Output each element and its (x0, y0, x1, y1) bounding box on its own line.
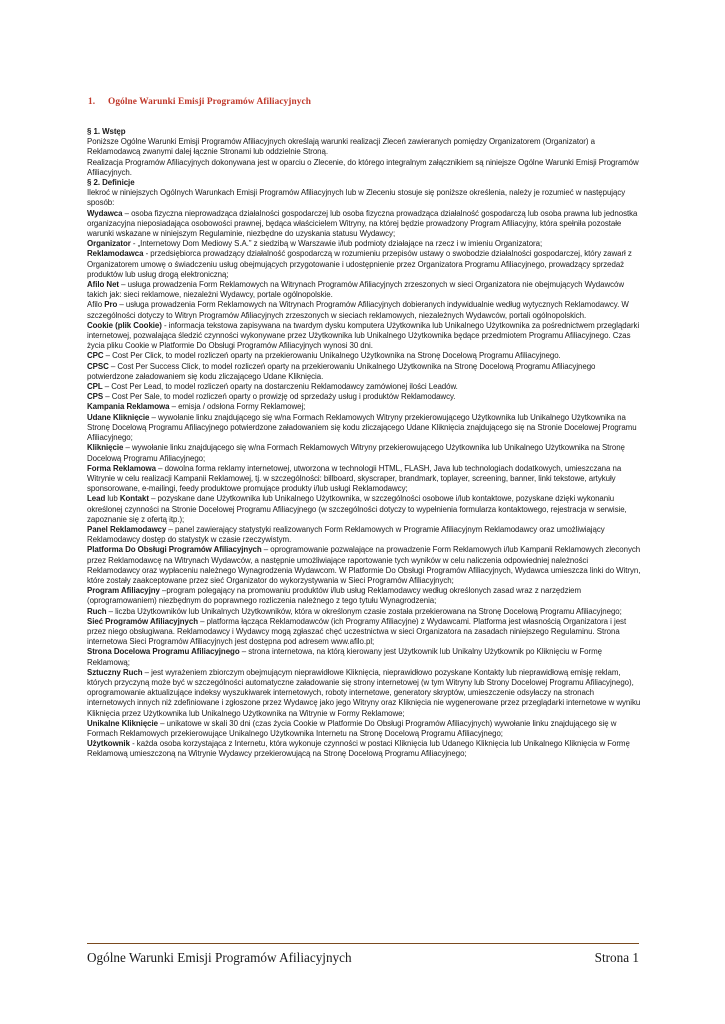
definition-item: Lead lub Kontakt – pozyskane dane Użytkownika lub Unikalnego Użytkownika, w szczególności osobowe i/lub kontaktowe, pozyskane dzięki wykonaniu określonej czynności na Stronie Docelowej Programu Afiliacyjnego (w szczególności dotyczy to wypełnienia formularza kontaktowego, rejestracja w serwisie, zapoznanie się z ofertą itp.); (87, 494, 627, 524)
paragraph: Poniższe Ogólne Warunki Emisji Programów Afiliacyjnych określają warunki realizacji Zleceń zawieranych pomiędzy Organizatorem (Organizator) a Reklamodawcą zwanymi dalej łącznie Stronami lub oddzielnie Stroną. (87, 137, 595, 157)
definition-item: Afilo Pro – usługa prowadzenia Form Reklamowych na Witrynach Programów Afiliacyjnych dobieranych indywidualnie według wytycznych Reklamodawcy. W szczególności dotyczy to Witryn Programów Afiliacyjnych zrzeszonych w sieciach reklamowych, niezależnych Wydawców, portali ogólnopolskich. (87, 300, 629, 320)
definition-item: Cookie (plik Cookie) - informacja tekstowa zapisywana na twardym dysku komputera Użytkownika lub Unikalnego Użytkownika za pośrednictwem przeglądarki internetowej, pozwalająca śledzić czynności wykonywane przez Użytkownika lub Unikalnego Użytkownika będące przedmiotem Programu Afiliacyjnego. Czas życia pliku Cookie w Platformie Do Obsługi Programów Afiliacyjnych wynosi 30 dni. (87, 320, 640, 351)
definition-item: Forma Reklamowa – dowolna forma reklamy internetowej, utworzona w technologii HTML, FLASH, Java lub technologiach dodatkowych, umieszczana na Witrynie w celu realizacji Kampanii Reklamowej, tj. w szczególności: billboard, skyscraper, brandmark, toplayer, screening, banner, linki tekstowe, artykuły sponsorowane, e-mailingi, feedy produktowe promujące produkty i/lub usługi Reklamodawcy; (87, 463, 622, 494)
heading-title: Ogólne Warunki Emisji Programów Afiliacyjnych (108, 97, 312, 107)
definition-item: CPL – Cost Per Lead, to model rozliczeń oparty na dostarczeniu Reklamodawcy zamówionej ilości Leadów. (87, 382, 458, 392)
definition-item: Platforma Do Obsługi Programów Afiliacyjnych – oprogramowanie pozwalające na prowadzenie Form Reklamowych i/lub Kampanii Reklamowych zleconych przez Reklamodawcę na Witrynach Wydawców, a następnie umożliwiające raportowanie tych wyników w celu naliczenia odpowiedniej należności Reklamodawcy oraz wypłaceniu należnego Wynagrodzenia Wydawcom. W Platformie Do Obsługi Programów Afiliacyjnych, Wydawca umieszcza linki do Witryn, które zostały zaakceptowane przez sieć Organizator do wykorzystywania w Sieci Programów Afiliacyjnych; (87, 545, 641, 585)
section-heading (88, 97, 311, 107)
footer-divider (87, 943, 639, 944)
definition-item: Unikalne Kliknięcie – unikatowe w skali 30 dni (czas życia Cookie w Platformie Do Obsługi Programów Afiliacyjnych) wywołanie linku znajdującego się w Formach Reklamowych przekierowujące Unikalnego Użytkownika Internetu na Stronę Docelową Programu Afiliacyjnego; (87, 718, 617, 738)
section-1-title: § 1. Wstęp (87, 127, 126, 136)
section-2-title: § 2. Definicje (87, 178, 135, 188)
definition-item: CPSC – Cost Per Success Click, to model rozliczeń oparty na przekierowaniu Unikalnego Użytkownika na Stronę Docelową Programu Afiliacyjnego potwierdzone załadowaniem się kodu zliczającego Udane Kliknięcia. (87, 361, 596, 381)
definition-item: Kampania Reklamowa – emisja / odsłona Formy Reklamowej; (87, 402, 306, 412)
definitions-list (87, 209, 641, 760)
definition-item: Ruch – liczba Użytkowników lub Unikalnych Użytkowników, która w określonym czasie została przekierowana na Stronę Docelową Programu Afiliacyjnego; (87, 606, 622, 616)
paragraph: Realizacja Programów Afiliacyjnych dokonywana jest w oparciu o Zlecenie, do którego integralnym załącznikiem są niniejsze Ogólne Warunki Emisji Programów Afiliacyjnych. (87, 157, 639, 177)
definition-item: Afilo Net – usługa prowadzenia Form Reklamowych na Witrynach Programów Afiliacyjnych zrzeszonych w sieci Organizatora nie obejmujących Wydawców takich jak: sieci reklamowe, niezależni Wydawcy, portale ogólnopolskie. (87, 280, 625, 300)
footer-title: Ogólne Warunki Emisji Programów Afiliacyjnych (87, 950, 352, 965)
definition-item: Organizator - „Internetowy Dom Mediowy S.A.” z siedzibą w Warszawie i/lub podmioty działające na rzecz i w imieniu Organizatora; (87, 239, 543, 249)
definition-item: Wydawca – osoba fizyczna nieprowadząca działalności gospodarczej lub osoba fizyczna prowadząca działalność gospodarczą lub osoba prawna lub jednostka organizacyjna nieposiadająca osobowości prawnej, będąca właścicielem Witryny, na której będzie prowadzony Program Afiliacyjny, która spełniła pozostałe warunki wskazane w niniejszym Regulaminie, niezbędne do uzyskania statusu Wydawcy; (87, 208, 638, 239)
definition-item: Sieć Programów Afiliacyjnych – platforma łącząca Reklamodawców (ich Programy Afiliacyjne) z Wydawcami. Platforma jest własnością Organizatora i jest przez niego obsługiwana. Reklamodawcy i Wydawcy mogą zgłaszać chęć uczestnictwa w sieci Organizatora na zasadach niniejszego Regulaminu. Strona internetowa Sieci Programów Afiliacyjnych jest dostępna pod adresem www.afilo.pl; (87, 616, 627, 647)
definition-item: Użytkownik - każda osoba korzystająca z Internetu, która wykonuje czynności w postaci Kliknięcia lub Udanego Kliknięcia lub Unikalnego Kliknięcia w Formę Reklamową umieszczoną na Witrynie Wydawcy przekierowującą na Stronę Docelową Programu Afiliacyjnego; (87, 739, 630, 759)
heading-number: 1. (88, 97, 96, 107)
paragraph: Ilekroć w niniejszych Ogólnych Warunkach Emisji Programów Afiliacyjnych lub w Zleceniu stosuje się poniższe określenia, należy je rozumieć w następujący sposób: (87, 188, 626, 208)
definition-item: Udane Kliknięcie – wywołanie linku znajdującego się w/na Formach Reklamowych Witryny przekierowującego Użytkownika lub Unikalnego Użytkownika na Stronę Docelową Programu Afiliacyjnego potwierdzone załadowaniem się kodu zliczającego Udane Kliknięcia znajdującego się na Stronie Docelowej Programu Afiliacyjnego; (87, 412, 637, 443)
definition-item: CPS – Cost Per Sale, to model rozliczeń oparty o prowizję od sprzedaży usług i produktów Reklamodawcy. (87, 392, 456, 402)
definition-item: Program Afiliacyjny –program polegający na promowaniu produktów i/lub usług Reklamodawcy według określonych zasad wraz z narzędziem (oprogramowaniem) niezbędnym do poprawnego rozliczenia należnego z tego tytułu Wynagrodzenia; (87, 586, 582, 606)
document-body (87, 127, 641, 760)
page-number: Strona 1 (594, 950, 639, 965)
definition-item: Panel Reklamodawcy – panel zawierający statystyki realizowanych Form Reklamowych w Programie Afiliacyjnym Reklamodawcy oraz umożliwiający Reklamodawcy dostęp do statystyk w czasie rzeczywistym. (87, 524, 605, 545)
definition-item: CPC – Cost Per Click, to model rozliczeń oparty na przekierowaniu Unikalnego Użytkownika na Stronę Docelową Programu Afiliacyjnego. (87, 351, 561, 361)
definition-item: Strona Docelowa Programu Afiliacyjnego – strona internetowa, na którą kierowany jest Użytkownik lub Unikalny Użytkownik po Kliknięciu w Formę Reklamową; (87, 647, 602, 667)
definition-item: Kliknięcie – wywołanie linku znajdującego się w/na Formach Reklamowych Witryny przekierowującego Użytkownika lub Unikalnego Użytkownika na Stronę Docelową Programu Afiliacyjnego; (87, 443, 625, 463)
definition-item: Sztuczny Ruch – jest wyrażeniem zbiorczym obejmującym nieprawidłowe Kliknięcia, nieprawidłowo pozyskane Kontakty lub nieprawidłową emisję reklam, których przyczyną może być w szczególności automatyczne załadowanie się strony internetowej (w tym Witryny lub Strony Docelowej Programu Afiliacyjnego), oprogramowanie aktualizujące indeksy wyszukiwarek internetowych, roboty internetowe, generatory skryptów, umieszczenie odsyłaczy na stronach internetowych innych niż zdefiniowane i zgłoszone przez Wydawcę jako jego Witryny oraz Kliknięcia nie wygenerowane przez przeglądarki internetowe w wyniku Kliknięcia przez Użytkownika lub Unikalnego Użytkownika na Witrynie w Formy Reklamowe; (87, 667, 641, 718)
definition-item: Reklamodawca - przedsiębiorca prowadzący działalność gospodarczą w rozumieniu przepisów ustawy o swobodzie działalności gospodarczej, który zawarł z Organizatorem umowę o świadczeniu usług obejmujących przygotowanie i udostępnienie przez Organizatora Programu Afiliacyjnego, prowadzący sprzedaż produktów lub usług drogą elektroniczną; (87, 249, 632, 279)
